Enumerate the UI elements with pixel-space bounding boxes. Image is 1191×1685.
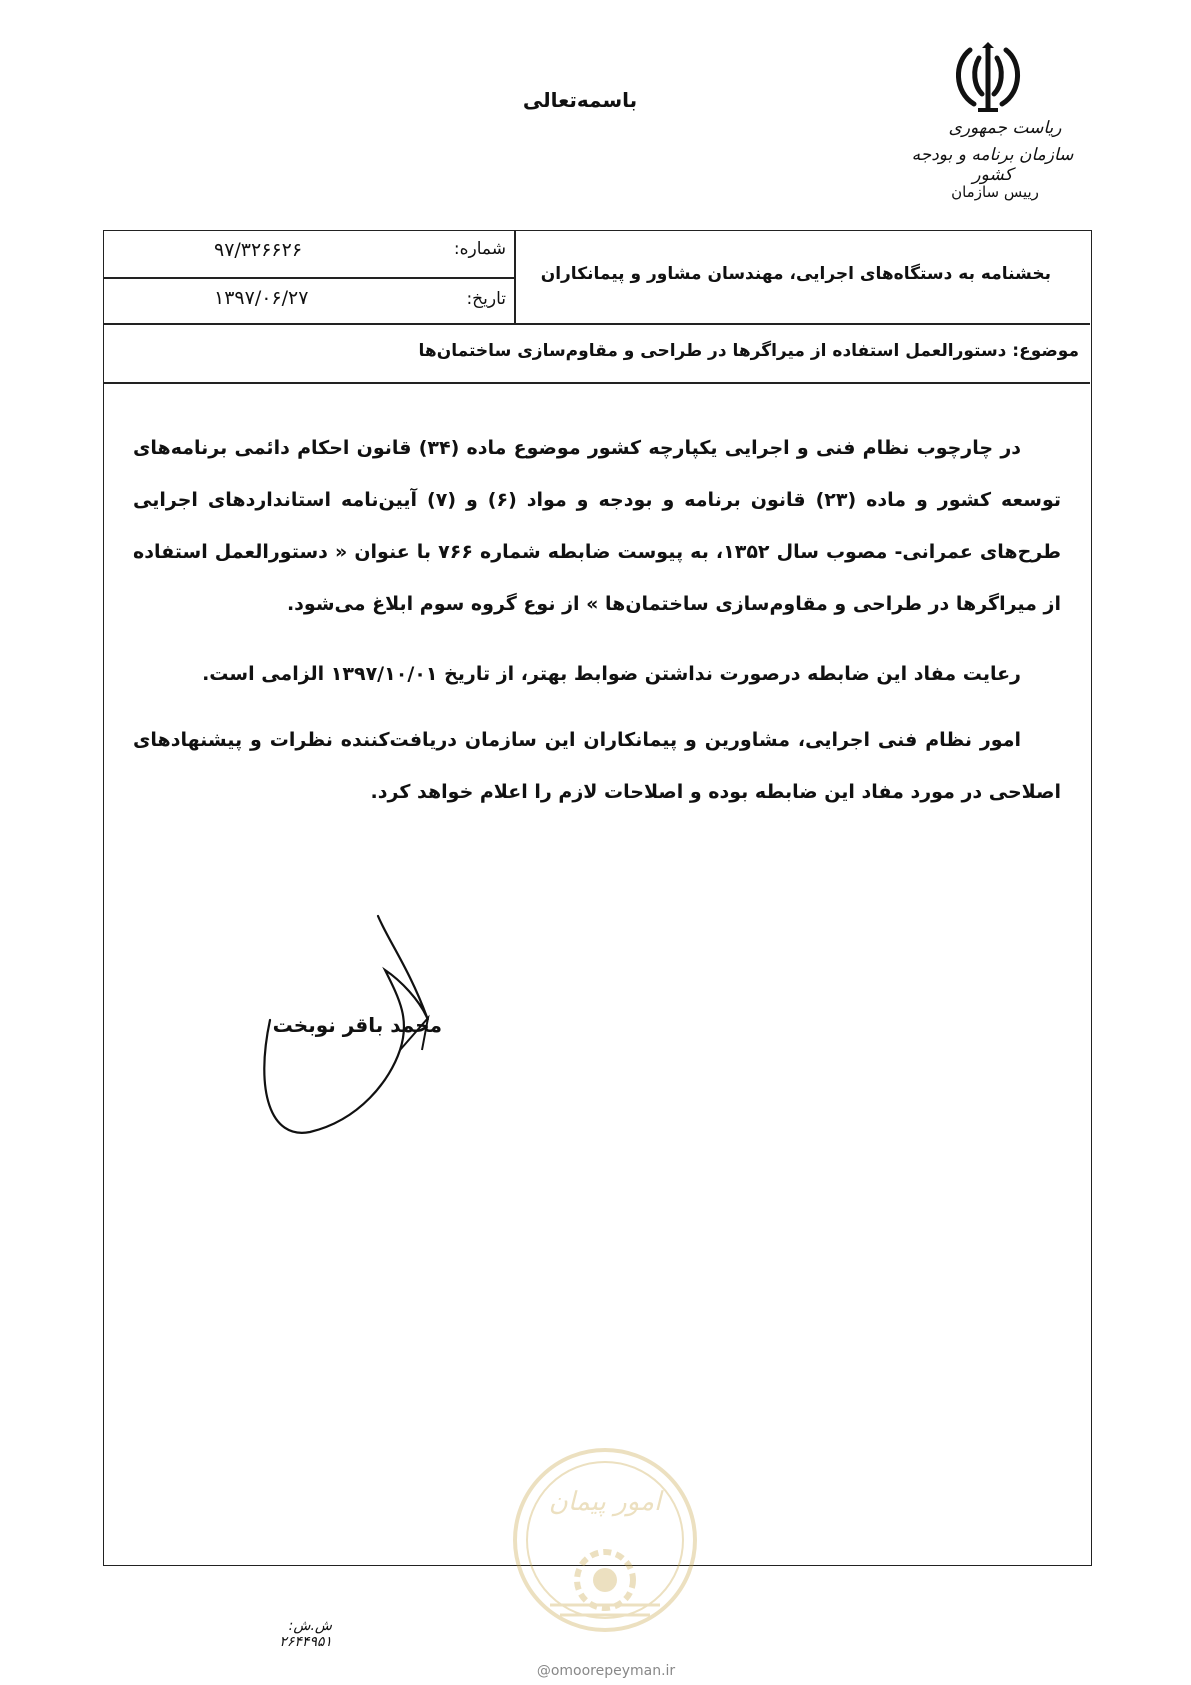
omoorepeyman-watermark-logo — [510, 1430, 700, 1650]
iran-emblem-icon — [948, 40, 1028, 116]
registration-number: ش.ش: ۲۶۴۴۹۵۱ — [279, 1618, 332, 1650]
org-name-text: سازمان برنامه و بودجه کشور — [911, 145, 1074, 185]
svg-text:امور پیمان: امور پیمان — [548, 1487, 662, 1517]
number-label: شماره: — [453, 239, 506, 259]
date-value: ۱۳۹۷/۰۶/۲۷ — [214, 287, 309, 309]
addressee-text: بخشنامه به دستگاه‌های اجرایی، مهندسان مشاور و پیمانکاران — [540, 264, 1051, 284]
header-divider — [104, 323, 1090, 325]
subject-text: موضوع: دستورالعمل استفاده از میراگرها در طراحی و مقاوم‌سازی ساختمان‌ها — [418, 341, 1079, 361]
body-paragraph-3: امور نظام فنی اجرایی، مشاورین و پیمانکاران این سازمان دریافت‌کننده نظرات و پیشنهادهای اصلاحی در مورد مفاد این ضابطه بوده و اصلاحات لازم را اعلام خواهد کرد. — [133, 729, 1061, 803]
date-label: تاریخ: — [466, 289, 506, 309]
invocation-heading: باسمه‌تعالی — [522, 88, 638, 112]
number-value: ۹۷/۳۲۶۶۲۶ — [214, 239, 303, 261]
body-paragraph-2: رعایت مفاد این ضابطه درصورت نداشتن ضوابط بهتر، از تاریخ ۱۳۹۷/۱۰/۰۱ الزامی است. — [202, 663, 1021, 685]
paragraph-1-text: در چارچوب نظام فنی و اجرایی یکپارچه کشور موضوع ماده (۳۴) قانون احکام دائمی برنامه‌های توسعه کشور و ماده (۲۳) قانون برنامه و بودجه و مواد (۶) و (۷) آیین‌نامه استانداردهای اجرایی طرح‌های عمرانی- مصوب سال ۱۳۵۲، به پیوست ضابطه شماره ۷۶۶ با عنوان « — [133, 437, 1062, 563]
signer-name: محمد باقر نوبخت — [272, 1013, 442, 1037]
watermark-url-text: @omoorepeyman.ir — [536, 1663, 676, 1679]
meta-divider — [104, 277, 514, 279]
org-presidency-text: ریاست جمهوری — [948, 118, 1062, 138]
paragraph-1-ending: » از نوع گروه سوم ابلاغ می‌شود. — [286, 593, 599, 615]
subject-divider — [104, 382, 1090, 384]
body-paragraph-1 — [133, 422, 1061, 630]
meta-column-divider — [514, 231, 516, 323]
org-head-text: رییس سازمان — [951, 183, 1039, 201]
standard-title-bold: دستورالعمل استفاده از میراگرها در طراحی و مقاوم‌سازی ساختمان‌ها — [133, 541, 1061, 615]
